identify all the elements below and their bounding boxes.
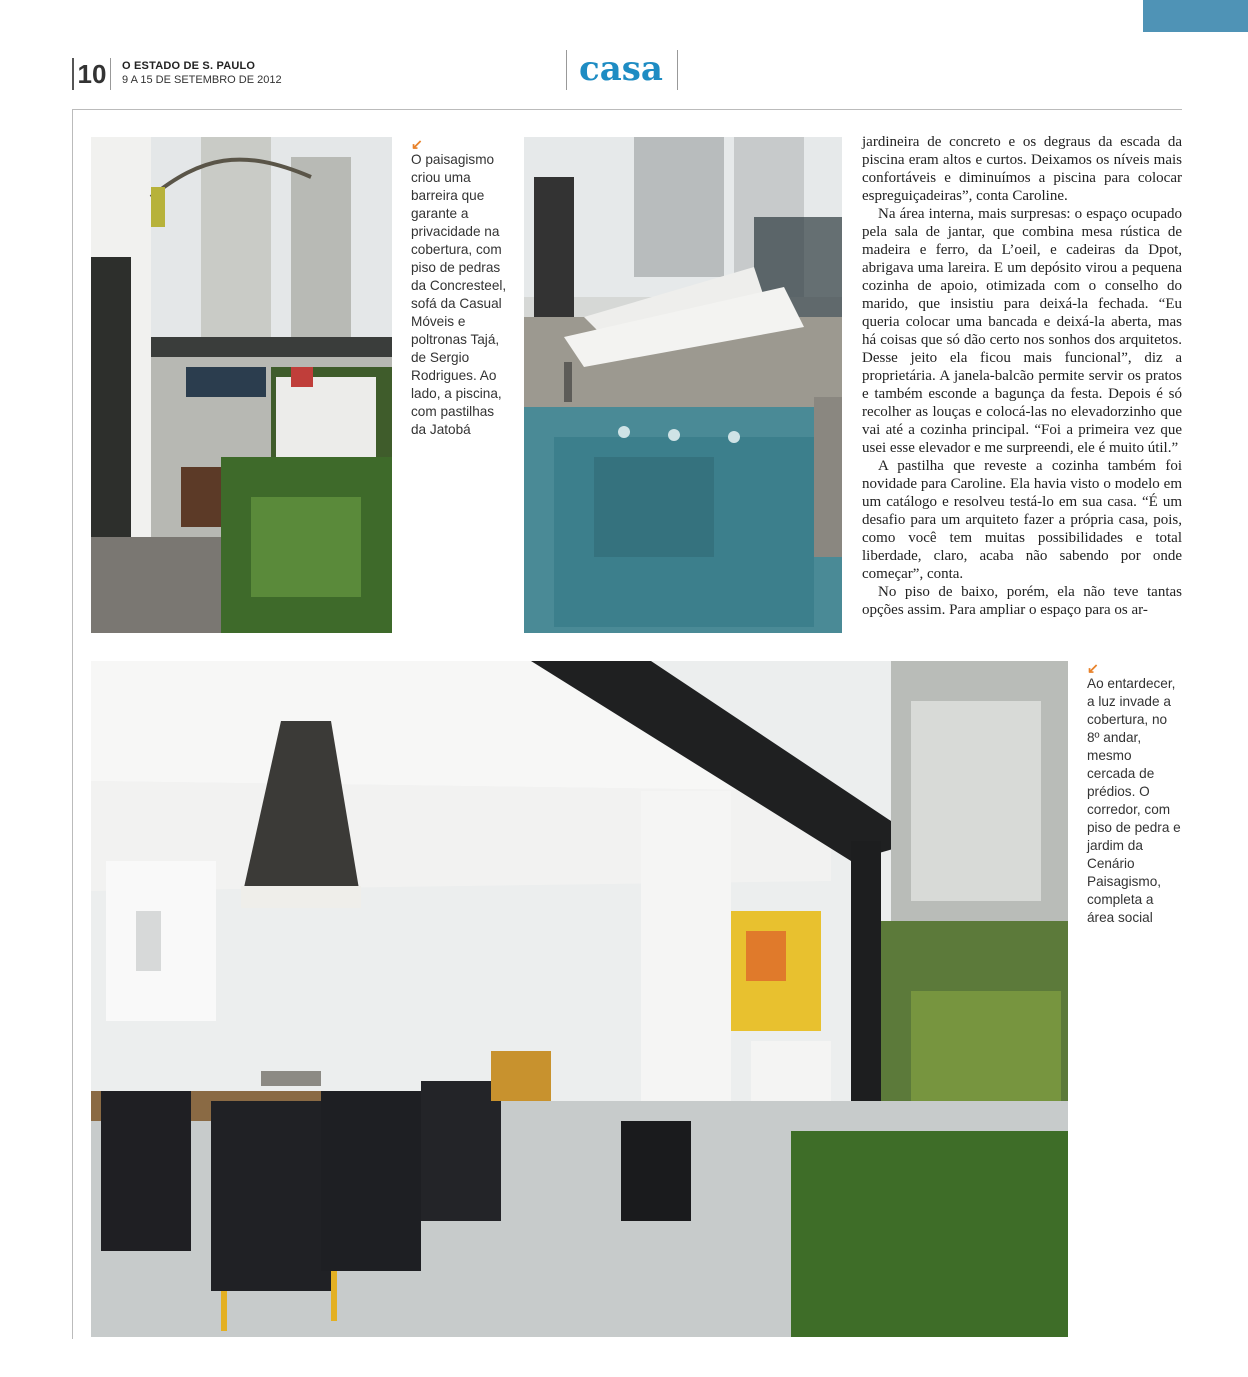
article-paragraph: Na área interna, mais surpresas: o espaço ocupado pela sala de jantar, que combina mesa rústica de madeira e ferro, da L’oeil, e cadeiras da Dpot, abrigava uma lareira. E um depósito virou a pequena cozinha de apoio, otimizada com o conselho do marido, que insistiu para deixá-la fechada. “Eu queria colocar uma bancada e deixá-la aberta, mas há coisas que só dão certo nos sonhos dos arquitetos. Desse jeito ela ficou mais funcional”, diz a proprietária. A janela-balcão permite servir os pratos e também esconde a bagunça da festa. Depois é só recolher as louças e colocá-las no elevadorzinho que vai até a cozinha principal. “Foi a primeira vez que usei esse elevador e me surpreendi, ele é muito útil.”	[862, 206, 1182, 456]
terrace-photo	[91, 137, 392, 633]
left-margin-rule	[72, 109, 73, 1339]
section-color-tab	[1143, 0, 1248, 32]
arrow-down-left-icon: ↙	[411, 136, 423, 152]
dining-room-photo	[91, 661, 1068, 1337]
caption-text: Ao entardecer, a luz invade a cobertura, no 8º andar, mesmo cercada de prédios. O corredor, com piso de pedra e jardim da Cenário Paisagismo, completa a área social	[1087, 676, 1181, 925]
photo-caption-top	[411, 137, 511, 439]
arrow-down-left-icon: ↙	[1087, 660, 1099, 676]
section-logo: casa	[566, 50, 678, 90]
page-header	[72, 49, 1182, 96]
page-number: 10	[72, 58, 111, 90]
article-paragraph: A pastilha que reveste a cozinha também foi novidade para Caroline. Ela havia visto o modelo em um catálogo e resolveu testá-lo em sua casa. “É um desafio para um arquiteto fazer a própria casa, pois, como você tem muitas possibilidades e total liberdade, claro, acaba não sabendo por onde começar”, conta.	[862, 458, 1182, 582]
newspaper-name: O ESTADO DE S. PAULO	[122, 60, 256, 72]
publication-date: 9 A 15 DE SETEMBRO DE 2012	[122, 74, 282, 86]
pool-photo	[524, 137, 842, 633]
header-rule	[72, 109, 1182, 110]
article-body	[862, 133, 1182, 619]
article-paragraph: No piso de baixo, porém, ela não teve tantas opções assim. Para ampliar o espaço para os ar-	[862, 584, 1182, 618]
photo-caption-bottom	[1087, 661, 1182, 927]
caption-text: O paisagismo criou uma barreira que garante a privacidade na cobertura, com piso de pedras da Concresteel, sofá da Casual Móveis e poltronas Tajá, de Sergio Rodrigues. Ao lado, a piscina, com pastilhas da Jatobá	[411, 152, 507, 437]
article-paragraph: jardineira de concreto e os degraus da escada da piscina eram altos e curtos. Deixamos os níveis mais confortáveis e diminuímos a piscina para colocar espreguiçadeiras”, conta Caroline.	[862, 134, 1182, 204]
